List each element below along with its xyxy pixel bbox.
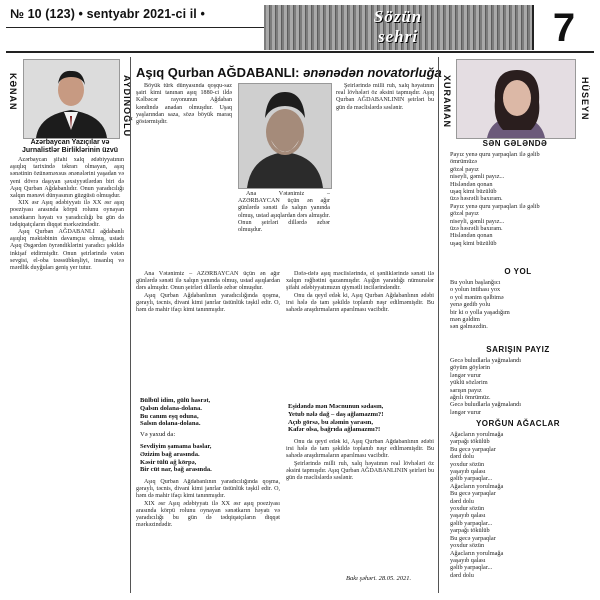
header-divider xyxy=(6,51,594,53)
poem-line: Yetub nələ dağ – daş ağlamazmı?! xyxy=(288,410,384,418)
poem-line: yoxdur sözün xyxy=(450,460,485,468)
paragraph: Ana Vətənimiz – AZƏRBAYCAN üçün ən ağır günlərdə sənəti ilə xalqın yanında olmuş, ustad aşıqlardan dərs almışdır. Onun şeirləri dillərdə əzbər olmuşdur. xyxy=(136,271,280,292)
poem-line: Əzizim bağ arasında. xyxy=(140,450,200,458)
man-portrait-icon xyxy=(24,60,119,138)
poem-line: Ağacların yorulmağa xyxy=(450,549,504,557)
poem-line: yaşayıb qalası xyxy=(450,556,486,564)
poem-line: Qalsın dolana-dolana. xyxy=(140,404,202,412)
paragraph: Azərbaycan şifahi xalq ədəbiyyatının aşıqlıq tarixində təkrarı olmayan, aşıq sənətinin özünəməxsus ənənələrini yaşadan və yeni dövrə daşıyan şəxsiyyətlərdən biri də Aşıq Qurban Ağdabanlıdır. Onun yaradıcılığı xalqın mənəvi dünyasının güzgüsü olmuşdur. xyxy=(10,157,124,200)
article-mid-column-caption xyxy=(238,191,330,267)
paragraph: XIX əsr Aşıq ədəbiyyatı ilə XX əsr aşıq poeziyası arasında körpü rolunu oynayan sənətkarın həyatı və yaradıcılığı bu gün də tədqiqatçıların diqqət mərkəzindədir. xyxy=(136,500,280,529)
poem-line: yarpağı tökülüb xyxy=(450,527,490,535)
poem-line: o yol mənim qəlbimə xyxy=(450,293,504,301)
poem-line: Kəsir tülü ağ körpə, xyxy=(140,458,197,466)
page-header xyxy=(6,5,594,51)
ashiq-portrait xyxy=(238,83,332,189)
poem-line: ləngər vurur xyxy=(450,371,481,379)
poem-line: yaşayıb qalası xyxy=(450,512,486,520)
poem-line: gəlib yarpaqlar... xyxy=(450,519,493,527)
poem-line: gözəl payız xyxy=(450,210,479,218)
author-first-name: KƏNAN xyxy=(8,73,18,111)
poem-line: ağrılı ömrümüz. xyxy=(450,394,491,402)
poem-line: yoxdur sözün xyxy=(450,542,485,550)
section-title-line2: sehri xyxy=(378,27,418,46)
poem-line: Gecə buludlarla yağmalandı xyxy=(450,357,521,364)
paragraph: Dəfə-dəfə aşıq məclislərində, el şənliklərində sənəti ilə xalqın rəğbətini qazanmışdır. Aşığın yaratdığı nümunələr şifahi ədəbiyyatımızın qiymətli incilərindəndir. xyxy=(286,271,434,292)
paragraph: Şeirlərində milli ruh, xalq həyatının real lövhələri öz əksini tapmışdır. Aşıq Qurban AĞDABANLININ şeirləri bu gün də məclislərdə səslənir. xyxy=(286,460,434,482)
poem-line: Salsın dolana-dolana. xyxy=(140,420,201,428)
poem-title-3: SARIŞIN PAYIZ xyxy=(486,345,550,354)
poem-line: o yolun intihası yox xyxy=(450,286,501,294)
poem-line: Hisləndən qonan xyxy=(450,232,493,240)
poem-title-4: YORĞUN AĞACLAR xyxy=(475,419,561,428)
poem-block-1 xyxy=(450,151,586,247)
author-caption: Azərbaycan Yazıçılar və Jurnalistlər Birliklərinin üzvü xyxy=(21,139,119,154)
article-right-column-mid xyxy=(286,271,434,397)
paragraph: Aşıq Qurban Ağdabanlının yaradıcılığında qoşma, gəraylı, təcnis, divani kimi janrlar üstünlük təşkil edir. O, həm də mahir ifaçı kimi tanınmışdır. xyxy=(136,479,280,500)
poem-connector: Və yaxud da: xyxy=(140,431,176,439)
paragraph: Onu da qeyd edək ki, Aşıq Qurban Ağdabanlının ədəbi irsi hələ də tam şəkildə toplanıb nəşr edilməmişdir. Bu sahədə araşdırmaların aparılması vacibdir. xyxy=(286,439,434,460)
poem-excerpt-1 xyxy=(140,397,280,439)
newspaper-page xyxy=(6,5,594,595)
page-number: 7 xyxy=(532,5,594,50)
poem-line: Sevdiyim şamama baslar, xyxy=(140,443,212,450)
poem-line: dərd dolu xyxy=(450,497,474,505)
poem-line: yarpağı tökülüb xyxy=(450,438,490,446)
paragraph: Onu da qeyd edək ki, Aşıq Qurban Ağdabanlının ədəbi irsi hələ də tam şəkildə toplanıb nəşr edilməmişdir. Bu sahədə araşdırmaların aparılması vacibdir. xyxy=(286,292,434,314)
column-divider xyxy=(130,57,131,593)
paragraph: XIX əsr Aşıq ədəbiyyatı ilə XX əsr aşıq poeziyası arasında körpü rolunu oynayan sənətkarın həyatı və yaradıcılığı bu gün də tədqiqatçıların diqqət mərkəzindədir. xyxy=(10,200,124,228)
poem-line: üzə həsrətli baxıram. xyxy=(450,225,503,233)
paragraph: Şeirlərində milli ruh, xalq həyatının real lövhələri öz əksini tapmışdır. Aşıq Qurban AĞDABANLININ şeirləri bu gün də məclislərdə səslənir. xyxy=(336,83,434,111)
poem-line: Bu gecə yarpaqlar xyxy=(450,445,496,453)
poem-line: dərd dolu xyxy=(450,571,474,579)
author-photo xyxy=(23,59,120,139)
poem-line: uşaq kimi büzülüb xyxy=(450,188,497,196)
poem-excerpt-2 xyxy=(140,443,280,474)
poem-line: yenə gedib yolu xyxy=(450,301,491,309)
poem-line: gözəl payız xyxy=(450,165,479,173)
poem-line: Payız yenə quru yarpaqları ilə gəlib xyxy=(450,151,540,158)
article-signature: Bakı şəhəri. 28.05. 2021. xyxy=(346,575,412,582)
poem-line: Ağacların yorulmağa xyxy=(450,482,504,490)
issue-line: № 10 (123) • sentyabr 2021-ci il • xyxy=(10,7,205,21)
poem-line: mən gəldim xyxy=(450,316,480,324)
poem-line: Eşidəndə mən Məcnunun sədasın, xyxy=(288,403,384,410)
article-title xyxy=(136,65,442,80)
poem-line: Bu gecə yarpaqlar xyxy=(450,534,496,542)
author-last-name: AYDINOĞLU xyxy=(122,75,132,138)
article-right-column-upper xyxy=(336,83,434,187)
poem-line: yüklü sözlərim xyxy=(450,379,488,387)
article-mid-column-bottom xyxy=(136,479,280,591)
poem-block-2 xyxy=(450,279,586,331)
elder-portrait-icon xyxy=(239,84,331,188)
poem-line: Hisləndən qonan xyxy=(450,180,493,188)
poem-line: sən gəlməzdin. xyxy=(450,323,488,331)
poem-line: Kafər olsa, bağrıda ağlamazmı?! xyxy=(288,426,381,434)
poet-last-name: HÜSEYN xyxy=(580,77,590,121)
poem-line: üzə həsrətli baxıram. xyxy=(450,195,503,203)
poem-line: Payız yenə quru yarpaqları ilə gəlib xyxy=(450,202,540,210)
paragraph: Böyük türk dünyasında qoşqu-saz şairi kimi tanınan aşıq 1880-ci ildə Kəlbəcər rayonunun Ağdaban kəndində anadan olmuşdur. Uşaq yaşlarından saza, sözə böyük maraq göstərmişdir. xyxy=(136,83,232,126)
poem-line: niseyli, gəmli payız... xyxy=(450,217,505,225)
article-right-column-lower xyxy=(286,439,434,571)
poem-line: göyüm göylərin xyxy=(450,364,491,372)
article-subtitle: ənənədən novatorluğa xyxy=(303,65,442,80)
poem-line: ləngər vurur xyxy=(450,408,481,416)
article-left-column xyxy=(10,157,124,589)
poem-line: gəlib yarpaqlar... xyxy=(450,475,493,483)
paragraph: Aşıq Qurban AĞDABANLI ağdabanlı aşıqlıq məktəbinin davamçısı olmuş, ustadı Aşıq Əsgərdən öyrəndiklərini yaradıcı şəkildə inkişaf etdirmişdir. Onun şeirlərində vətən sevgisi, el-oba təəssübkeşliyi, insanlıq və mərdlik duyğuları geniş yer tutur. xyxy=(10,229,124,272)
section-title-line1: Sözün xyxy=(373,7,423,26)
poem-line: uşaq kimi büzülüb xyxy=(450,239,497,247)
article-title-main: Aşıq Qurban AĞDABANLI: xyxy=(136,65,300,80)
column-divider xyxy=(438,57,439,593)
poem-line: yoxdur sözün xyxy=(450,505,485,513)
poem-line: Bu gecə yarpaqlar xyxy=(450,490,496,498)
poem-line: bir ki o yolla yaşadığım xyxy=(450,308,510,316)
paragraph: Aşıq Qurban Ağdabanlının yaradıcılığında qoşma, gəraylı, təcnis, divani kimi janrlar üstünlük təşkil edir. O, həm də mahir ifaçı kimi tanınmışdır. xyxy=(136,292,280,314)
poem-block-4 xyxy=(450,431,586,579)
article-mid-column-upper xyxy=(136,83,232,268)
poem-title-2: O YOL xyxy=(504,267,532,276)
poem-line: Bir cüt nar, bağ arasında. xyxy=(140,466,212,474)
poet-first-name: XURAMAN xyxy=(442,75,452,128)
poem-excerpt-3 xyxy=(288,403,434,434)
poem-line: yaşayıb qalası xyxy=(450,468,486,476)
poem-line: gəlib yarpaqlar... xyxy=(450,564,493,572)
poem-line: dərd dolu xyxy=(450,453,474,461)
poet-photo xyxy=(456,59,576,139)
poem-block-3 xyxy=(450,357,586,416)
woman-portrait-icon xyxy=(457,60,575,138)
poem-line: Gecə buludlarla yağmalandı xyxy=(450,401,521,409)
article-mid-column-lower xyxy=(136,271,280,391)
poem-line: ömrümüzə xyxy=(450,158,477,166)
poem-title-1: SƏN GƏLƏNDƏ xyxy=(482,139,548,148)
poem-line: Açıb görsə, bu ələmin yarasın, xyxy=(288,418,373,426)
poem-line: Bu canım eşq oduna, xyxy=(140,412,199,420)
paragraph: Ana Vətənimiz – AZƏRBAYCAN üçün ən ağır günlərdə sənəti ilə xalqın yanında olmuş, ustad aşıqlardan dərs almışdır. Onun şeirləri dillərdə əzbər olmuşdur. xyxy=(238,191,330,234)
poem-line: Bu yolun başlanğıcı xyxy=(450,279,501,286)
poem-line: niseyli, gəmli payız... xyxy=(450,173,505,181)
poem-line: sarışın payız xyxy=(450,386,482,394)
poem-line: Bülbül idim, gülü hasrət, xyxy=(140,397,211,404)
poem-line: Ağacların yorulmağa xyxy=(450,431,504,438)
